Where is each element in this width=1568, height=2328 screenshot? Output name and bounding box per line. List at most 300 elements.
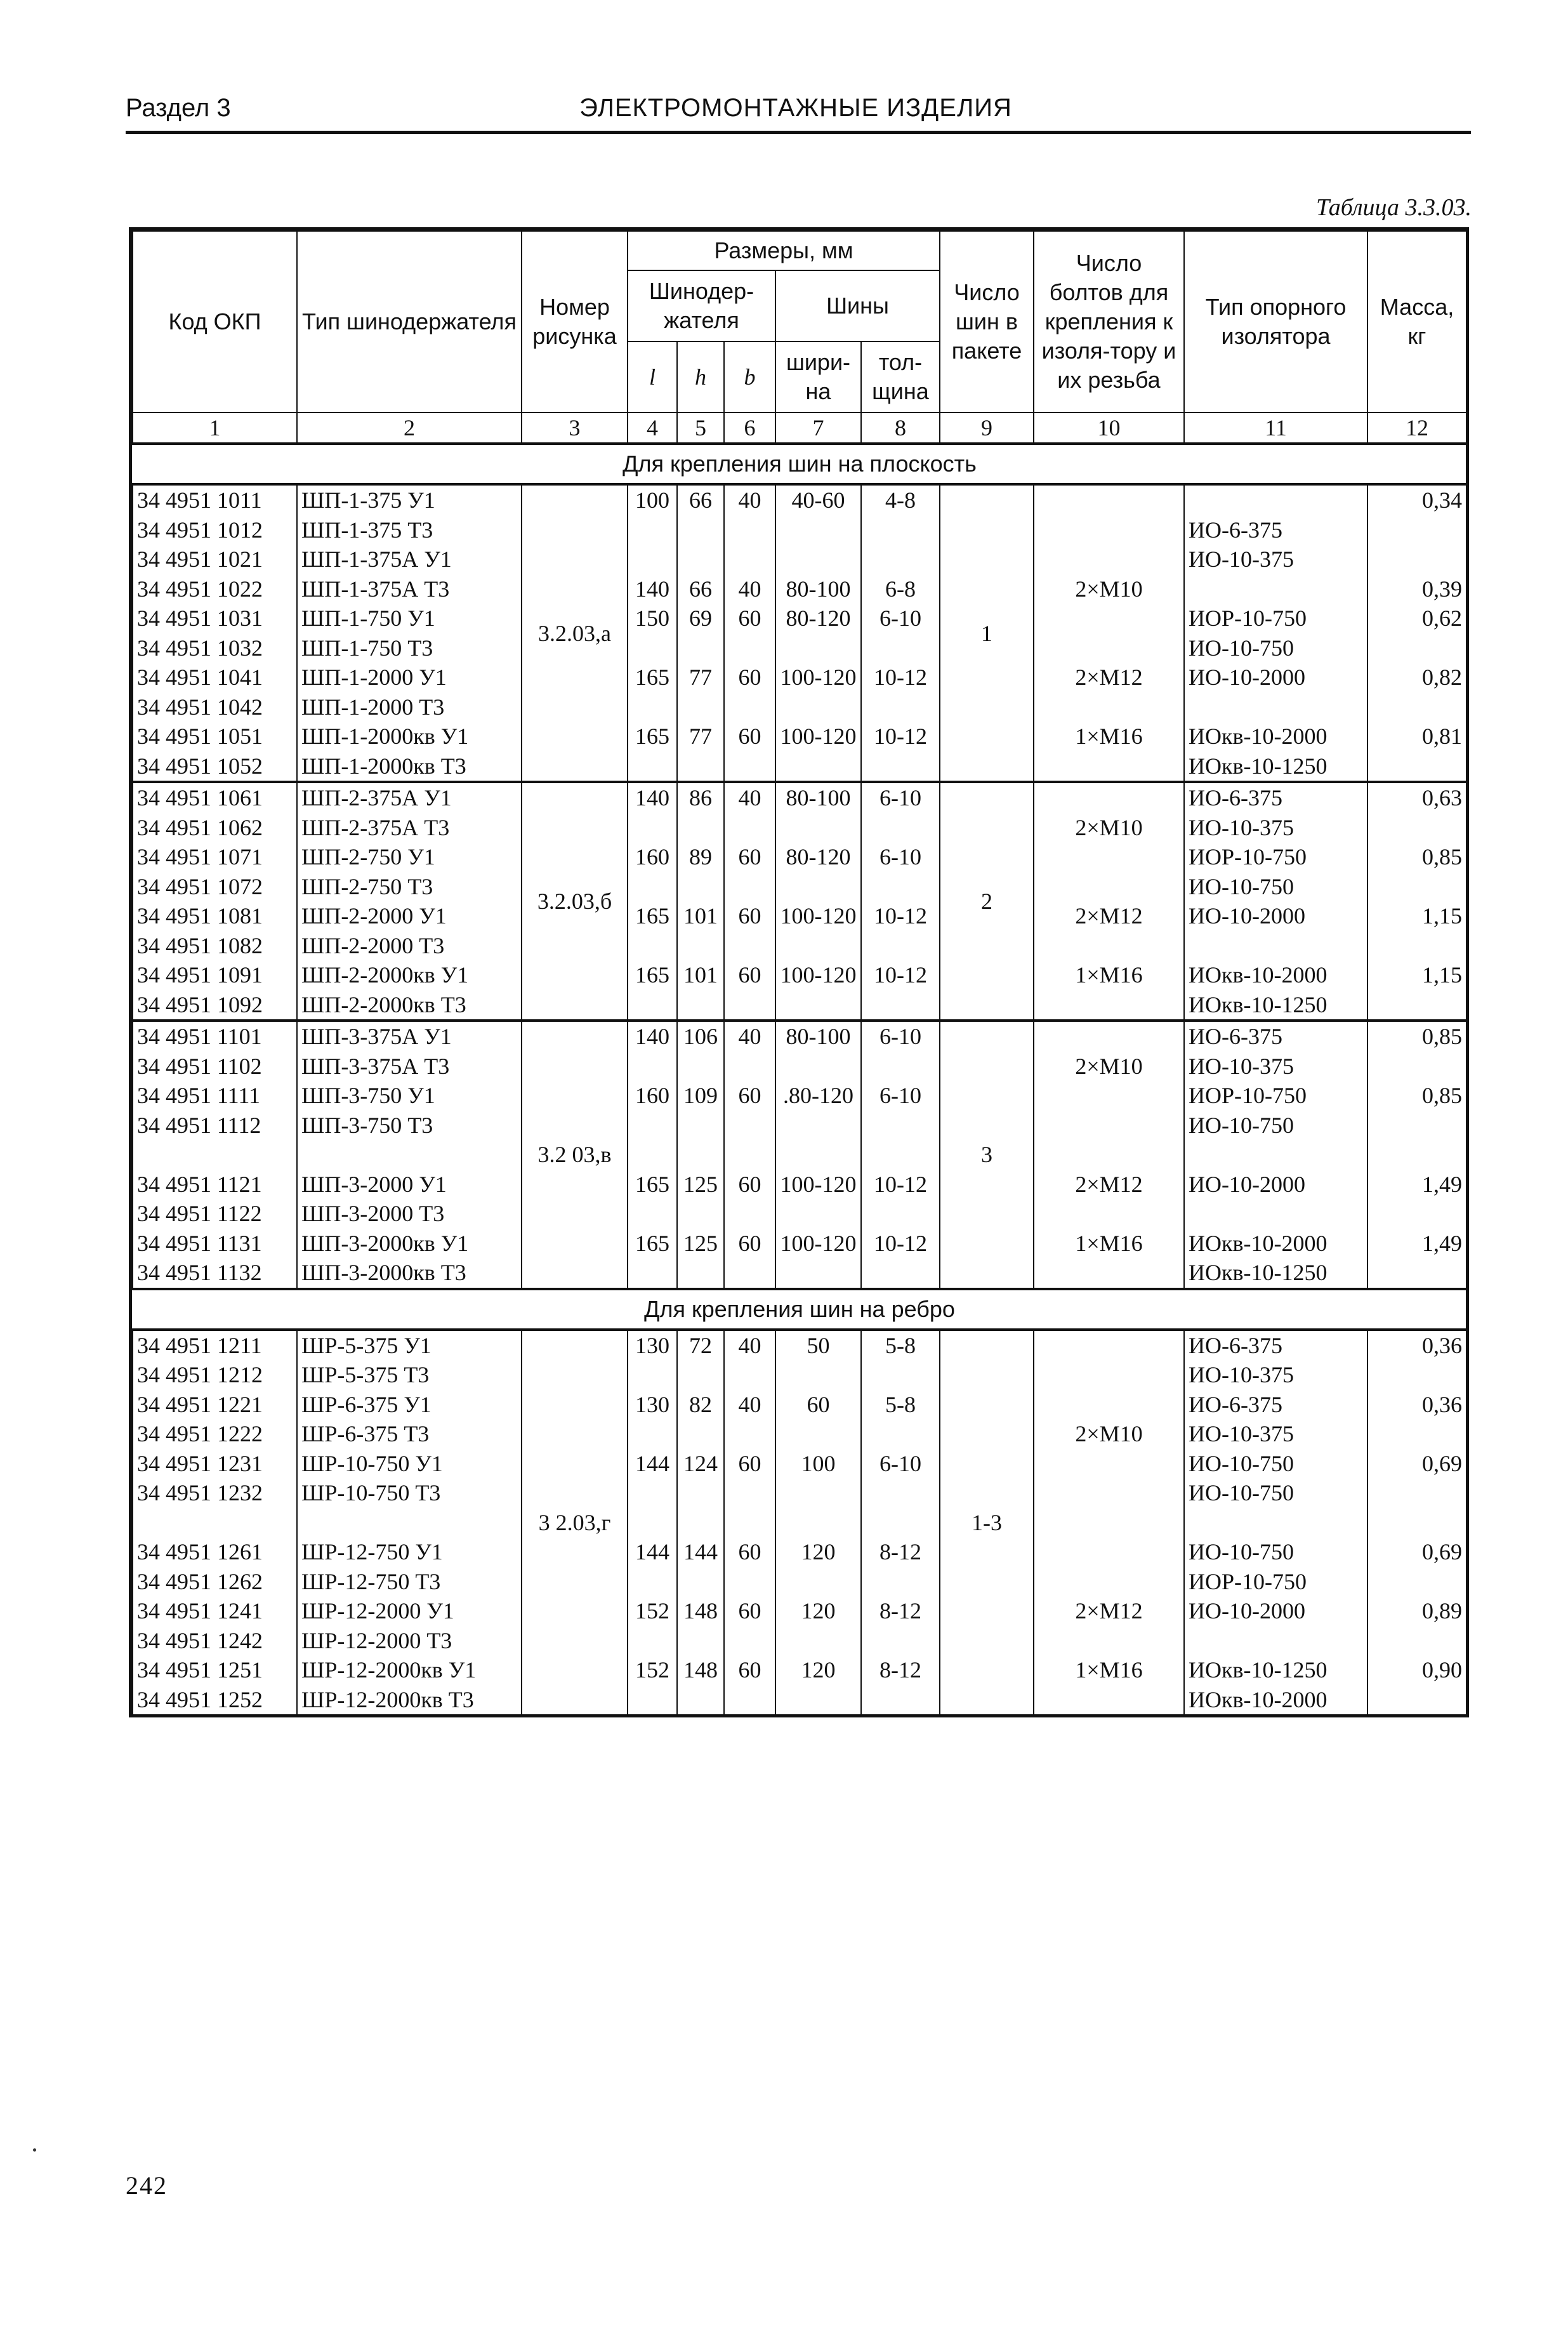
okp-code-cell: 34 4951 1011	[133, 484, 297, 515]
dim-h-cell: 89	[677, 842, 724, 872]
bolts-cell	[1034, 1626, 1184, 1656]
bar-width-cell	[775, 1140, 861, 1170]
mass-cell: 0,62	[1367, 604, 1466, 633]
dim-l-cell	[628, 1111, 677, 1141]
okp-code-cell: 34 4951 1261	[133, 1537, 297, 1567]
dim-l-cell	[628, 1140, 677, 1170]
mass-cell	[1367, 1199, 1466, 1229]
mass-cell	[1367, 1419, 1466, 1449]
bar-thickness-cell	[861, 872, 940, 902]
dim-h-cell	[677, 990, 724, 1021]
holder-type-cell: ШП-3-375А Т3	[297, 1052, 522, 1081]
okp-code-cell: 34 4951 1092	[133, 990, 297, 1021]
table-row	[133, 1685, 1466, 1715]
dim-b-cell	[724, 1626, 775, 1656]
bars-in-pack-cell: 1	[940, 484, 1034, 782]
table-row	[133, 515, 1466, 545]
holder-type-cell: ШП-3-2000 Т3	[297, 1199, 522, 1229]
dim-h-cell: 125	[677, 1170, 724, 1200]
dim-b-cell	[724, 1508, 775, 1538]
table-row	[133, 1360, 1466, 1390]
bar-thickness-cell	[861, 1567, 940, 1597]
bar-thickness-cell	[861, 1626, 940, 1656]
insulator-cell: ИО-10-2000	[1184, 1596, 1367, 1626]
table-row	[133, 872, 1466, 902]
col-number: 11	[1184, 413, 1367, 444]
mass-cell: 1,49	[1367, 1170, 1466, 1200]
holder-type-cell: ШП-1-375А Т3	[297, 574, 522, 604]
holder-type-cell: ШП-1-750 У1	[297, 604, 522, 633]
dim-l-cell	[628, 1626, 677, 1656]
dim-l-cell	[628, 633, 677, 663]
table-row	[133, 751, 1466, 783]
bar-width-cell: 100-120	[775, 722, 861, 751]
dim-b-cell	[724, 990, 775, 1021]
okp-code-cell: 34 4951 1062	[133, 813, 297, 843]
col-header-mass: Масса, кг	[1367, 231, 1466, 413]
table-row	[133, 1052, 1466, 1081]
table-row	[133, 1478, 1466, 1508]
table-row	[133, 545, 1466, 574]
bolts-cell	[1034, 515, 1184, 545]
okp-code-cell: 34 4951 1121	[133, 1170, 297, 1200]
mass-cell: 0,69	[1367, 1449, 1466, 1479]
bolts-cell: 2×М10	[1034, 574, 1184, 604]
bar-width-cell: 40-60	[775, 484, 861, 515]
dim-h-cell: 125	[677, 1229, 724, 1259]
bolts-cell	[1034, 751, 1184, 783]
mass-cell	[1367, 1478, 1466, 1508]
bolts-cell	[1034, 1685, 1184, 1715]
table-row	[133, 604, 1466, 633]
table-row	[133, 1419, 1466, 1449]
holder-type-cell: ШП-2-375А Т3	[297, 813, 522, 843]
mass-cell: 1,15	[1367, 960, 1466, 990]
dim-l-cell: 144	[628, 1537, 677, 1567]
dim-l-cell: 165	[628, 1229, 677, 1259]
dim-l-cell: 130	[628, 1330, 677, 1361]
insulator-cell	[1184, 574, 1367, 604]
bar-thickness-cell	[861, 1052, 940, 1081]
col-number: 12	[1367, 413, 1466, 444]
insulator-cell: ИО-10-375	[1184, 1052, 1367, 1081]
holder-type-cell: ШП-2-2000 Т3	[297, 931, 522, 961]
dim-h-cell	[677, 1567, 724, 1597]
dim-h-cell: 86	[677, 782, 724, 813]
mass-cell: 0,85	[1367, 842, 1466, 872]
insulator-cell: ИО-10-375	[1184, 1360, 1367, 1390]
dim-b-cell	[724, 872, 775, 902]
dim-h-cell: 148	[677, 1596, 724, 1626]
section-title: Для крепления шин на ребро	[133, 1289, 1466, 1330]
bar-thickness-cell	[861, 692, 940, 722]
bar-width-cell	[775, 1478, 861, 1508]
dim-b-cell: 40	[724, 1021, 775, 1052]
okp-code-cell: 34 4951 1082	[133, 931, 297, 961]
bolts-cell: 2×М12	[1034, 663, 1184, 692]
mass-cell: 0,82	[1367, 663, 1466, 692]
bar-width-cell: 100-120	[775, 960, 861, 990]
bar-thickness-cell: 8-12	[861, 1655, 940, 1685]
okp-code-cell: 34 4951 1091	[133, 960, 297, 990]
dim-b-cell	[724, 751, 775, 783]
dim-h-cell: 77	[677, 722, 724, 751]
dim-h-cell	[677, 1258, 724, 1289]
dim-l-cell	[628, 813, 677, 843]
mass-cell	[1367, 1140, 1466, 1170]
insulator-cell: ИО-10-750	[1184, 1111, 1367, 1141]
dim-b-cell	[724, 1111, 775, 1141]
dim-l-cell: 152	[628, 1596, 677, 1626]
bar-width-cell	[775, 813, 861, 843]
bar-width-cell: 80-100	[775, 782, 861, 813]
bar-width-cell	[775, 1419, 861, 1449]
bar-thickness-cell	[861, 1685, 940, 1715]
table-row	[133, 1390, 1466, 1420]
holder-type-cell: ШП-3-2000кв Т3	[297, 1258, 522, 1289]
col-header-busbars: Шины	[775, 270, 940, 341]
dim-h-cell	[677, 1478, 724, 1508]
dim-l-cell	[628, 1508, 677, 1538]
mass-cell: 0,81	[1367, 722, 1466, 751]
bar-thickness-cell: 10-12	[861, 1229, 940, 1259]
dim-h-cell: 101	[677, 960, 724, 990]
col-number: 7	[775, 413, 861, 444]
dim-b-cell	[724, 633, 775, 663]
dim-l-cell: 160	[628, 1081, 677, 1111]
okp-code-cell: 34 4951 1132	[133, 1258, 297, 1289]
bolts-cell	[1034, 1199, 1184, 1229]
mass-cell: 0,39	[1367, 574, 1466, 604]
bar-thickness-cell: 10-12	[861, 722, 940, 751]
okp-code-cell: 34 4951 1252	[133, 1685, 297, 1715]
bar-width-cell: 60	[775, 1390, 861, 1420]
bolts-cell	[1034, 1390, 1184, 1420]
col-header-insulator: Тип опорного изолятора	[1184, 231, 1367, 413]
insulator-cell: ИОР-10-750	[1184, 604, 1367, 633]
holder-type-cell: ШР-10-750 У1	[297, 1449, 522, 1479]
okp-code-cell: 34 4951 1052	[133, 751, 297, 783]
bolts-cell: 1×М16	[1034, 722, 1184, 751]
bar-width-cell	[775, 931, 861, 961]
dim-b-cell: 40	[724, 574, 775, 604]
insulator-cell: ИОкв-10-1250	[1184, 1655, 1367, 1685]
table-row	[133, 813, 1466, 843]
dim-l-cell: 165	[628, 1170, 677, 1200]
bar-thickness-cell	[861, 1419, 940, 1449]
bar-thickness-cell: 6-8	[861, 574, 940, 604]
okp-code-cell: 34 4951 1131	[133, 1229, 297, 1259]
bar-width-cell: 100-120	[775, 901, 861, 931]
dim-l-cell: 165	[628, 663, 677, 692]
bolts-cell	[1034, 1081, 1184, 1111]
dim-b-cell: 40	[724, 1330, 775, 1361]
mass-cell: 0,34	[1367, 484, 1466, 515]
dim-h-cell: 66	[677, 484, 724, 515]
mass-cell: 0,36	[1367, 1330, 1466, 1361]
bar-thickness-cell	[861, 1360, 940, 1390]
bolts-cell: 1×М16	[1034, 1655, 1184, 1685]
spec-table	[132, 230, 1467, 1714]
bars-in-pack-cell: 2	[940, 782, 1034, 1021]
col-header-l: l	[628, 341, 677, 413]
dim-h-cell	[677, 515, 724, 545]
dim-b-cell: 60	[724, 663, 775, 692]
mass-cell	[1367, 931, 1466, 961]
col-number: 6	[724, 413, 775, 444]
dim-b-cell	[724, 813, 775, 843]
dim-h-cell: 77	[677, 663, 724, 692]
figure-number-cell: 3 2.03,г	[522, 1330, 628, 1715]
okp-code-cell: 34 4951 1112	[133, 1111, 297, 1141]
mass-cell	[1367, 633, 1466, 663]
dim-l-cell: 152	[628, 1655, 677, 1685]
bar-thickness-cell	[861, 813, 940, 843]
bolts-cell	[1034, 931, 1184, 961]
bar-thickness-cell	[861, 633, 940, 663]
mass-cell: 0,85	[1367, 1021, 1466, 1052]
bolts-cell	[1034, 545, 1184, 574]
dim-l-cell	[628, 1419, 677, 1449]
dim-l-cell	[628, 692, 677, 722]
holder-type-cell: ШП-2-750 У1	[297, 842, 522, 872]
dim-b-cell: 60	[724, 1229, 775, 1259]
bar-width-cell: 80-100	[775, 574, 861, 604]
dim-h-cell: 82	[677, 1390, 724, 1420]
dim-b-cell	[724, 545, 775, 574]
bolts-cell: 2×М12	[1034, 901, 1184, 931]
dim-h-cell	[677, 1111, 724, 1141]
col-header-thickness: тол-щина	[861, 341, 940, 413]
bolts-cell	[1034, 1021, 1184, 1052]
bar-width-cell	[775, 1567, 861, 1597]
dim-l-cell: 165	[628, 901, 677, 931]
bolts-cell: 2×М12	[1034, 1170, 1184, 1200]
dim-b-cell: 60	[724, 901, 775, 931]
bar-thickness-cell: 10-12	[861, 901, 940, 931]
insulator-cell	[1184, 1199, 1367, 1229]
bolts-cell	[1034, 633, 1184, 663]
bar-thickness-cell	[861, 1508, 940, 1538]
dim-b-cell	[724, 515, 775, 545]
dim-h-cell	[677, 1508, 724, 1538]
dim-h-cell: 109	[677, 1081, 724, 1111]
dim-b-cell	[724, 1419, 775, 1449]
table-row	[133, 782, 1466, 813]
dim-l-cell	[628, 1567, 677, 1597]
col-header-type: Тип шинодержателя	[297, 231, 522, 413]
bar-thickness-cell	[861, 1111, 940, 1141]
mass-cell: 0,63	[1367, 782, 1466, 813]
bolts-cell	[1034, 1330, 1184, 1361]
dim-b-cell: 60	[724, 604, 775, 633]
table-row	[133, 1626, 1466, 1656]
bar-thickness-cell: 6-10	[861, 1449, 940, 1479]
dim-h-cell	[677, 545, 724, 574]
section-title: Для крепления шин на плоскость	[133, 444, 1466, 484]
col-number: 5	[677, 413, 724, 444]
insulator-cell	[1184, 1140, 1367, 1170]
bar-width-cell	[775, 1360, 861, 1390]
col-number: 1	[133, 413, 297, 444]
dim-b-cell: 40	[724, 484, 775, 515]
holder-type-cell: ШП-2-375А У1	[297, 782, 522, 813]
dim-h-cell: 101	[677, 901, 724, 931]
bar-width-cell: 80-120	[775, 842, 861, 872]
bar-width-cell: 120	[775, 1596, 861, 1626]
col-header-width: шири-на	[775, 341, 861, 413]
holder-type-cell: ШП-1-2000кв У1	[297, 722, 522, 751]
insulator-cell: ИОкв-10-2000	[1184, 1229, 1367, 1259]
dim-b-cell: 40	[724, 782, 775, 813]
holder-type-cell: ШП-2-2000кв У1	[297, 960, 522, 990]
dim-h-cell: 106	[677, 1021, 724, 1052]
holder-type-cell: ШП-1-2000 У1	[297, 663, 522, 692]
bolts-cell: 2×М12	[1034, 1596, 1184, 1626]
dim-h-cell: 72	[677, 1330, 724, 1361]
col-number: 8	[861, 413, 940, 444]
dim-h-cell	[677, 872, 724, 902]
holder-type-cell: ШР-12-2000кв У1	[297, 1655, 522, 1685]
table-body	[133, 444, 1466, 1714]
insulator-cell: ИО-6-375	[1184, 1021, 1367, 1052]
table-row	[133, 1199, 1466, 1229]
dim-b-cell: 60	[724, 1655, 775, 1685]
table-row	[133, 960, 1466, 990]
table-row	[133, 1140, 1466, 1170]
table-row	[133, 1330, 1466, 1361]
table-row	[133, 1170, 1466, 1200]
dim-l-cell	[628, 1685, 677, 1715]
bolts-cell	[1034, 990, 1184, 1021]
dim-b-cell	[724, 1140, 775, 1170]
holder-type-cell: ШП-2-2000кв Т3	[297, 990, 522, 1021]
bolts-cell	[1034, 782, 1184, 813]
okp-code-cell: 34 4951 1022	[133, 574, 297, 604]
okp-code-cell: 34 4951 1262	[133, 1567, 297, 1597]
bar-width-cell: 50	[775, 1330, 861, 1361]
bar-width-cell	[775, 1626, 861, 1656]
mass-cell	[1367, 545, 1466, 574]
bolts-cell	[1034, 484, 1184, 515]
insulator-cell: ИО-10-750	[1184, 1478, 1367, 1508]
bar-width-cell	[775, 751, 861, 783]
okp-code-cell: 34 4951 1222	[133, 1419, 297, 1449]
dim-l-cell: 165	[628, 960, 677, 990]
dim-b-cell	[724, 931, 775, 961]
table-row	[133, 484, 1466, 515]
dim-b-cell	[724, 1199, 775, 1229]
okp-code-cell: 34 4951 1021	[133, 545, 297, 574]
dim-b-cell	[724, 1685, 775, 1715]
table-row	[133, 990, 1466, 1021]
okp-code-cell: 34 4951 1102	[133, 1052, 297, 1081]
holder-type-cell: ШП-1-750 Т3	[297, 633, 522, 663]
spec-table-frame	[129, 227, 1469, 1717]
mass-cell	[1367, 872, 1466, 902]
bolts-cell: 2×М10	[1034, 813, 1184, 843]
mass-cell	[1367, 1258, 1466, 1289]
dim-l-cell	[628, 990, 677, 1021]
dim-l-cell	[628, 872, 677, 902]
dim-b-cell: 60	[724, 1596, 775, 1626]
okp-code-cell: 34 4951 1012	[133, 515, 297, 545]
bar-thickness-cell	[861, 751, 940, 783]
bar-thickness-cell: 10-12	[861, 1170, 940, 1200]
mass-cell	[1367, 1685, 1466, 1715]
col-number: 4	[628, 413, 677, 444]
col-number: 3	[522, 413, 628, 444]
bar-thickness-cell	[861, 1258, 940, 1289]
mass-cell: 1,49	[1367, 1229, 1466, 1259]
col-header-figure: Номер рисунка	[522, 231, 628, 413]
dim-h-cell	[677, 931, 724, 961]
section-title-row	[133, 1289, 1466, 1330]
bar-thickness-cell	[861, 515, 940, 545]
table-row	[133, 1508, 1466, 1538]
holder-type-cell: ШР-5-375 Т3	[297, 1360, 522, 1390]
insulator-cell: ИО-6-375	[1184, 515, 1367, 545]
dim-b-cell: 60	[724, 1081, 775, 1111]
figure-number-cell: 3.2.03,б	[522, 782, 628, 1021]
okp-code-cell: 34 4951 1241	[133, 1596, 297, 1626]
insulator-cell: ИОкв-10-2000	[1184, 960, 1367, 990]
bar-width-cell	[775, 1052, 861, 1081]
bolts-cell	[1034, 1449, 1184, 1479]
col-header-dimensions: Размеры, мм	[628, 231, 940, 270]
bar-thickness-cell: 10-12	[861, 960, 940, 990]
okp-code-cell: 34 4951 1032	[133, 633, 297, 663]
dim-h-cell: 124	[677, 1449, 724, 1479]
insulator-cell: ИОкв-10-1250	[1184, 1258, 1367, 1289]
bar-thickness-cell	[861, 1478, 940, 1508]
insulator-cell: ИОкв-10-2000	[1184, 722, 1367, 751]
page-header	[126, 94, 1466, 131]
holder-type-cell: ШР-12-2000 У1	[297, 1596, 522, 1626]
table-row	[133, 692, 1466, 722]
bar-width-cell	[775, 1111, 861, 1141]
okp-code-cell: 34 4951 1111	[133, 1081, 297, 1111]
mass-cell	[1367, 1360, 1466, 1390]
table-row	[133, 1111, 1466, 1141]
bolts-cell	[1034, 604, 1184, 633]
dim-h-cell	[677, 1052, 724, 1081]
dim-l-cell	[628, 931, 677, 961]
col-header-bolts: Число болтов для крепления к изоля-тору и их резьба	[1034, 231, 1184, 413]
bolts-cell	[1034, 1478, 1184, 1508]
bar-width-cell: .80-120	[775, 1081, 861, 1111]
okp-code-cell: 34 4951 1242	[133, 1626, 297, 1656]
table-row	[133, 1567, 1466, 1597]
bolts-cell: 2×М10	[1034, 1419, 1184, 1449]
col-header-h: h	[677, 341, 724, 413]
bar-thickness-cell: 10-12	[861, 663, 940, 692]
header-rule	[126, 131, 1471, 134]
insulator-cell: ИО-6-375	[1184, 782, 1367, 813]
bar-width-cell: 100-120	[775, 1229, 861, 1259]
insulator-cell: ИО-10-375	[1184, 1419, 1367, 1449]
holder-type-cell: ШР-12-750 Т3	[297, 1567, 522, 1597]
bar-thickness-cell: 6-10	[861, 842, 940, 872]
holder-type-cell: ШР-12-2000кв Т3	[297, 1685, 522, 1715]
bolts-cell: 2×М10	[1034, 1052, 1184, 1081]
bar-width-cell	[775, 1685, 861, 1715]
bar-thickness-cell	[861, 931, 940, 961]
bar-thickness-cell: 5-8	[861, 1390, 940, 1420]
insulator-cell: ИОР-10-750	[1184, 842, 1367, 872]
bolts-cell	[1034, 842, 1184, 872]
dim-b-cell	[724, 1258, 775, 1289]
